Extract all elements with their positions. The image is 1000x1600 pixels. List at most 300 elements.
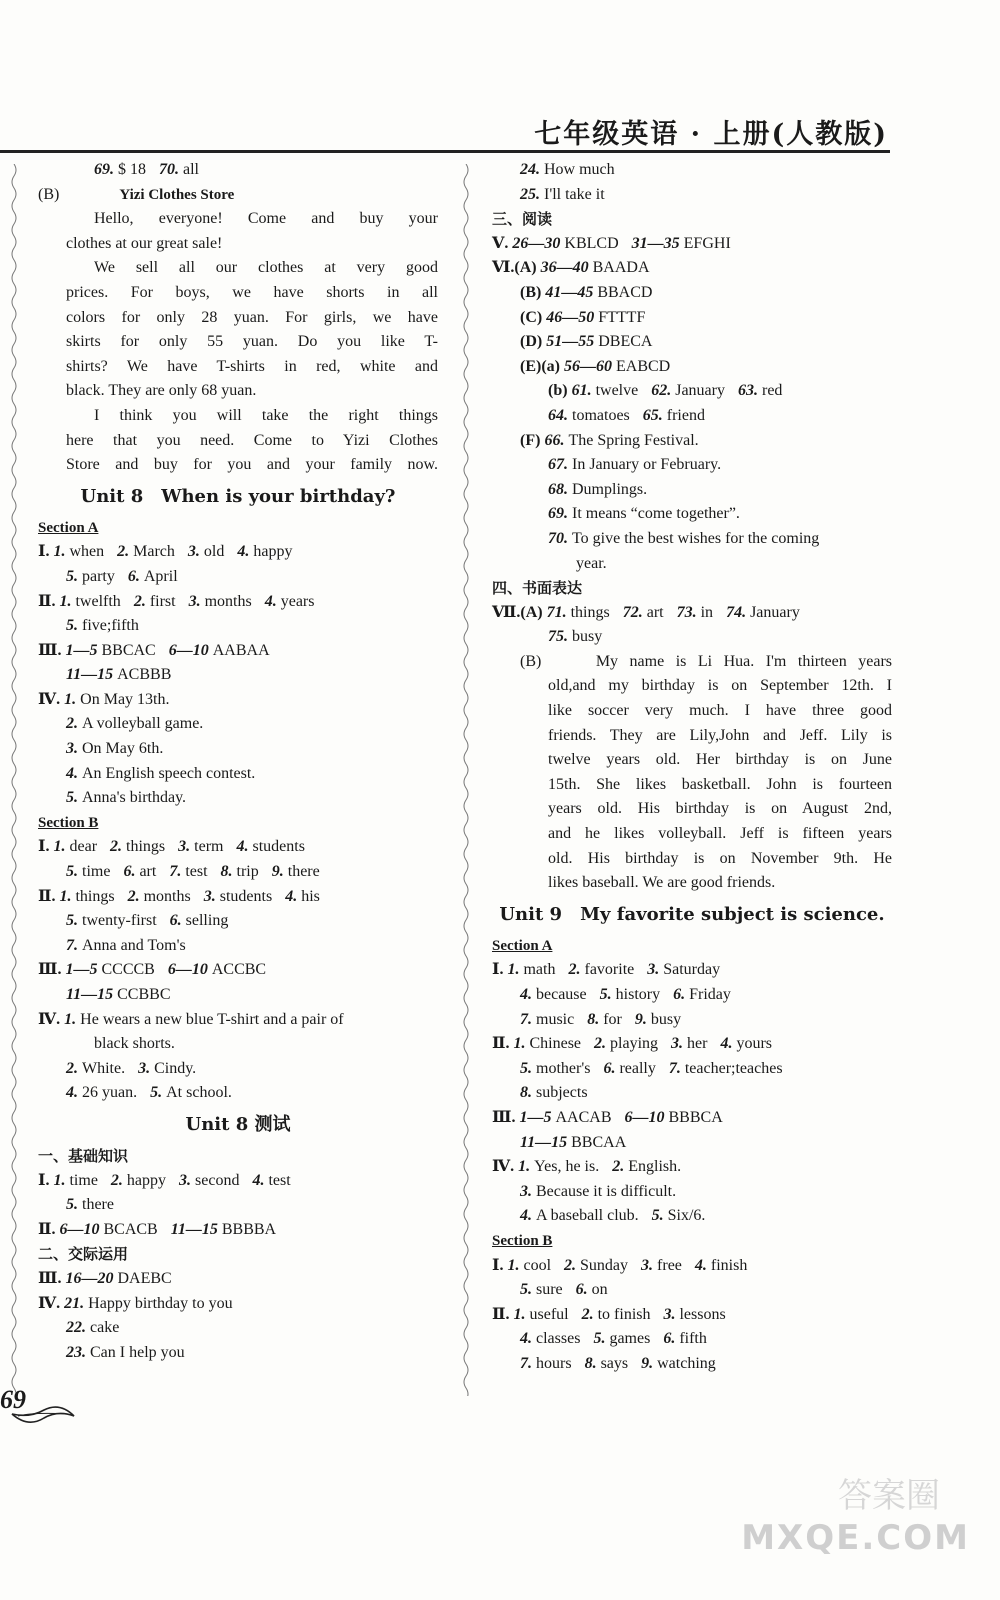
question-number: 56—60	[563, 357, 612, 375]
question-number: 25.	[520, 185, 540, 203]
question-number: 8.	[587, 1010, 600, 1028]
answer-item	[548, 407, 630, 424]
answer-item	[585, 1355, 629, 1372]
answer-item	[111, 1172, 166, 1189]
answer-text: BBBCA	[668, 1108, 723, 1126]
answer-line	[38, 1008, 438, 1033]
answer-line	[492, 232, 892, 257]
unit-heading: Unit 8 测试	[185, 1113, 291, 1135]
passage-line	[38, 306, 438, 331]
question-number: 4.	[66, 1084, 78, 1102]
answer-text: cake	[90, 1319, 120, 1337]
answer-line	[492, 478, 892, 503]
question-number: 6.	[127, 567, 140, 585]
answer-text: At school.	[166, 1084, 232, 1102]
answer-item	[641, 1257, 682, 1274]
answer-item	[513, 1306, 568, 1323]
page-number: 69	[0, 1385, 26, 1414]
answer-text: to finish	[597, 1305, 651, 1323]
answer-line	[492, 1106, 892, 1131]
passage-line	[38, 429, 438, 454]
question-group-label: (B)	[520, 283, 542, 301]
answer-text: I'll take it	[544, 185, 605, 203]
answer-line	[492, 958, 892, 983]
question-number: 6.	[169, 912, 182, 930]
question-number: 41—45	[545, 283, 594, 301]
question-number: 66.	[544, 431, 565, 449]
question-number: 11—15	[66, 986, 114, 1003]
answer-item	[548, 481, 647, 498]
answer-item	[507, 961, 555, 978]
answer-line	[38, 860, 438, 885]
question-number: 26—30	[512, 234, 561, 252]
passage-label: (B)	[38, 185, 60, 203]
passage-text: Hello, everyone! Come and buy your	[94, 210, 438, 228]
question-group-label: (b)	[548, 382, 568, 400]
answer-line	[492, 1204, 892, 1229]
question-number: 4.	[66, 764, 78, 782]
question-number: 63.	[737, 382, 758, 400]
answer-text: CCCCB	[101, 961, 155, 979]
passage-line	[38, 281, 438, 306]
question-number: 6—10	[624, 1108, 665, 1126]
section-label: Section B	[38, 814, 99, 831]
question-number: 8.	[520, 1084, 532, 1102]
answer-text: tomatoes	[572, 406, 630, 424]
answer-item	[518, 1158, 599, 1175]
answer-line	[492, 1278, 892, 1303]
answer-item	[625, 1109, 723, 1126]
question-number: 71.	[546, 603, 567, 621]
answer-text: her	[687, 1035, 708, 1053]
question-number: 68.	[548, 480, 568, 498]
answer-line	[38, 835, 438, 860]
passage-line	[38, 232, 438, 257]
answer-item	[546, 333, 652, 350]
question-number: 3.	[647, 961, 660, 979]
answer-line	[492, 256, 892, 281]
answer-line	[492, 404, 892, 429]
answer-item	[512, 235, 618, 252]
section-label: Section B	[492, 1232, 553, 1249]
passage-line	[492, 674, 892, 699]
answer-item	[587, 1011, 622, 1028]
answer-line	[38, 762, 438, 787]
question-number: 3.	[520, 1182, 532, 1200]
passage-text: likes baseball. We are good friends.	[548, 874, 776, 892]
answer-item	[519, 1109, 611, 1126]
answer-line	[38, 934, 438, 959]
answer-item	[272, 863, 320, 880]
answer-text: on	[591, 1281, 608, 1299]
question-number: 6—10	[168, 641, 209, 659]
answer-item	[544, 432, 698, 449]
question-number: 11—15	[66, 666, 114, 684]
answer-text: lessons	[679, 1305, 726, 1323]
answer-item	[65, 642, 155, 659]
question-number: 9.	[271, 863, 284, 881]
answer-item	[720, 1035, 772, 1052]
answer-text: things	[570, 603, 610, 621]
answer-text: art	[139, 863, 157, 881]
answer-text: On May 13th.	[80, 690, 170, 708]
answer-item	[593, 1330, 650, 1347]
question-group-label: Ⅰ.	[492, 961, 504, 979]
answer-text: Anna's birthday.	[82, 789, 187, 807]
answer-item	[643, 407, 705, 424]
question-group-label: Ⅴ.	[492, 234, 509, 252]
answer-item	[641, 1355, 716, 1372]
question-group-label: Ⅳ.	[38, 1294, 61, 1312]
question-group-label: Ⅱ.	[38, 592, 56, 610]
question-number: 1.	[513, 1035, 526, 1053]
answer-item	[169, 863, 207, 880]
answer-item	[128, 888, 191, 905]
answer-text: hours	[536, 1354, 572, 1372]
answer-text: term	[194, 838, 224, 856]
answer-line	[38, 1292, 438, 1317]
passage-text: skirts for only 55 yuan. Do you like T-	[66, 333, 438, 351]
part-heading: 四、书面表达	[492, 579, 583, 598]
question-number: 64.	[548, 406, 568, 424]
answer-text: EABCD	[615, 357, 671, 375]
question-number: 21.	[64, 1294, 85, 1312]
answer-item	[623, 604, 664, 621]
answer-item	[53, 838, 97, 855]
question-number: 7.	[66, 936, 78, 954]
answer-continuation: year.	[576, 554, 607, 572]
answer-item	[169, 642, 270, 659]
passage-text: old. His birthday is on November 9th. He	[548, 849, 892, 867]
answer-item	[576, 1281, 608, 1298]
answer-text: Six/6.	[667, 1207, 706, 1225]
answer-text: English.	[628, 1158, 682, 1176]
passage-line	[38, 207, 438, 232]
question-number: 1.	[53, 543, 66, 561]
question-number: 8.	[584, 1354, 597, 1372]
answer-item	[647, 961, 720, 978]
answer-line	[38, 1267, 438, 1292]
question-number: 74.	[726, 603, 747, 621]
answer-line	[492, 1180, 892, 1205]
answer-text: To give the best wishes for the coming	[572, 529, 820, 547]
answer-item	[168, 961, 266, 978]
answer-item	[726, 604, 800, 621]
answer-item	[582, 1306, 651, 1323]
question-group-label: Ⅳ.	[492, 1158, 515, 1176]
question-number: 1.	[53, 1171, 66, 1189]
answer-item	[66, 1196, 114, 1213]
question-number: 67.	[548, 456, 568, 474]
answer-text: DAEBC	[117, 1269, 172, 1287]
answer-text: KBLCD	[564, 234, 619, 252]
question-number: 6.	[575, 1281, 588, 1299]
answer-text: In January or February.	[572, 456, 722, 474]
answer-text: months	[143, 887, 191, 905]
unit-heading: Unit 9 My favorite subject is science.	[499, 903, 885, 925]
passage-line	[492, 797, 892, 822]
question-number: 75.	[548, 628, 568, 646]
answer-text: years	[280, 592, 315, 610]
answer-item	[66, 740, 163, 757]
answer-line	[492, 1155, 892, 1180]
question-number: 24.	[520, 161, 540, 178]
answer-item	[568, 961, 634, 978]
answer-line	[492, 983, 892, 1008]
answer-item	[117, 543, 175, 560]
passage-text: shirts? We have T-shirts in red, white and	[66, 357, 438, 375]
question-number: 5.	[66, 617, 78, 635]
question-number: 1.	[513, 1305, 526, 1323]
answer-item	[677, 604, 713, 621]
answer-item	[178, 838, 223, 855]
answer-text: useful	[529, 1305, 569, 1323]
answer-item	[65, 961, 154, 978]
answer-item	[520, 186, 605, 203]
answer-text: things	[75, 887, 115, 905]
answer-text: old	[203, 543, 225, 561]
question-number: 2.	[133, 592, 146, 610]
answer-item	[94, 161, 146, 178]
answer-item	[236, 838, 304, 855]
passage-line	[38, 379, 438, 404]
question-number: 2.	[581, 1305, 594, 1323]
question-number: 5.	[520, 1281, 532, 1299]
part-heading: 二、交际运用	[38, 1245, 129, 1264]
question-number: 5.	[66, 789, 78, 807]
answer-text: Anna and Tom's	[82, 936, 186, 954]
question-number: 65.	[642, 406, 663, 424]
question-number: 5.	[66, 567, 78, 585]
answer-text: Saturday	[663, 961, 721, 979]
question-number: 2.	[66, 1059, 78, 1077]
answer-item	[66, 863, 110, 880]
answer-item	[603, 1060, 655, 1077]
question-number: 1.	[59, 592, 72, 610]
question-number: 4.	[252, 1171, 265, 1189]
question-number: 51—55	[546, 333, 595, 351]
question-number: 2.	[110, 838, 123, 856]
answer-line	[38, 1218, 438, 1243]
passage-text: here that you need. Come to Yizi Clothes	[66, 431, 438, 449]
answer-line	[492, 1131, 892, 1156]
question-number: 7.	[520, 1354, 532, 1372]
answer-line	[38, 1341, 438, 1366]
answer-line	[38, 540, 438, 565]
answer-item	[171, 1221, 276, 1238]
watermark-site: MXQE.COM	[741, 1518, 970, 1558]
passage-line	[492, 724, 892, 749]
answer-text: happy	[253, 543, 293, 561]
answer-item	[66, 617, 139, 634]
answer-line	[492, 379, 892, 404]
answer-text: red	[761, 382, 783, 400]
answer-line	[492, 625, 892, 650]
question-number: 1.	[507, 961, 520, 979]
passage-text: twelve years old. Her birthday is on June	[548, 751, 892, 769]
question-number: 1—5	[519, 1108, 552, 1126]
answer-item	[546, 309, 645, 326]
answer-item	[53, 1172, 97, 1189]
passage-label: (B)	[520, 652, 596, 670]
answer-text: really	[619, 1059, 656, 1077]
answer-text: BCACB	[103, 1220, 158, 1238]
answer-line	[492, 355, 892, 380]
answer-text: students	[219, 887, 273, 905]
answer-line	[38, 158, 438, 183]
question-number: 7.	[169, 863, 182, 881]
question-number: 6.	[673, 986, 686, 1003]
question-number: 1.	[518, 1158, 531, 1176]
question-group-label: (C)	[520, 308, 543, 326]
answer-text: test	[185, 863, 208, 881]
answer-item	[110, 838, 165, 855]
answer-item	[594, 1035, 658, 1052]
answer-item	[548, 530, 819, 547]
answer-text: because	[536, 986, 587, 1003]
answer-item	[671, 1035, 707, 1052]
answer-line	[492, 601, 892, 626]
question-number: 3.	[188, 592, 201, 610]
answer-line	[492, 429, 892, 454]
left-wavy-rule	[10, 164, 18, 1396]
answer-line	[492, 1327, 892, 1352]
question-number: 1—5	[65, 641, 98, 659]
answer-item	[520, 161, 615, 178]
answer-item	[520, 1011, 574, 1028]
answer-text: fifth	[679, 1330, 707, 1348]
passage-text: black. They are only 68 yuan.	[66, 382, 257, 400]
answer-text: DBECA	[598, 333, 653, 351]
answer-line	[38, 614, 438, 639]
answer-line	[38, 983, 438, 1008]
question-number: 4.	[520, 986, 532, 1003]
answer-item	[59, 888, 114, 905]
question-number: 2.	[612, 1158, 625, 1176]
answer-item	[564, 1257, 628, 1274]
passage-text: and he likes volleyball. Jeff is fifteen years	[548, 825, 892, 843]
answer-item	[128, 568, 178, 585]
question-number: 3.	[138, 1059, 151, 1077]
question-number: 5.	[599, 986, 612, 1003]
question-number: 5.	[66, 912, 78, 930]
question-number: 4.	[520, 1330, 532, 1348]
question-number: 1.	[64, 1010, 77, 1028]
question-group-label: Ⅲ.	[38, 641, 62, 659]
passage-text: friends. They are Lily,John and Jeff. Lily is	[548, 726, 892, 744]
answer-text: BAADA	[592, 259, 650, 277]
answer-item	[612, 1158, 681, 1175]
answer-text: cool	[523, 1256, 552, 1274]
answer-text: trip	[236, 863, 259, 881]
answer-item	[252, 1172, 290, 1189]
question-number: 2.	[117, 543, 130, 561]
answer-item	[635, 1011, 681, 1028]
answer-item	[572, 382, 639, 399]
question-number: 73.	[676, 603, 697, 621]
answer-text: It means “come together”.	[572, 505, 740, 523]
answer-item	[507, 1257, 551, 1274]
question-number: 9.	[641, 1354, 654, 1372]
answer-item	[179, 1172, 239, 1189]
answer-item	[652, 1207, 706, 1224]
question-number: 5.	[66, 863, 78, 881]
part-heading: 三、阅读	[492, 210, 553, 229]
answer-text: Yes, he is.	[534, 1158, 600, 1176]
question-group-label: Ⅲ.	[38, 961, 62, 979]
question-number: 7.	[520, 1010, 532, 1028]
answer-line	[38, 590, 438, 615]
answer-text: selling	[185, 912, 229, 930]
question-number: 6.	[663, 1330, 676, 1348]
passage-line	[492, 650, 892, 675]
answer-text: Cindy.	[154, 1059, 197, 1077]
question-number: 5.	[651, 1207, 664, 1225]
answer-line	[492, 1303, 892, 1328]
question-number: 23.	[66, 1343, 86, 1361]
answer-item	[663, 1306, 725, 1323]
passage-line	[38, 453, 438, 478]
answer-text: He wears a new blue T-shirt and a pair of	[80, 1010, 344, 1028]
answer-line	[492, 158, 892, 183]
passage-line	[38, 404, 438, 429]
answer-text: How much	[544, 161, 615, 178]
answer-text: January	[675, 382, 725, 400]
answer-item	[632, 235, 731, 252]
answer-line	[38, 786, 438, 811]
question-number: 36—40	[540, 259, 589, 277]
answer-line	[38, 909, 438, 934]
answer-item	[59, 1221, 157, 1238]
left-column	[38, 158, 438, 1365]
answer-text: things	[126, 838, 166, 856]
question-number: 8.	[220, 863, 233, 881]
answer-text: favorite	[584, 961, 635, 979]
answer-item	[221, 863, 259, 880]
question-number: 3.	[663, 1305, 676, 1323]
question-number: 3.	[178, 838, 191, 856]
question-group-label: (D)	[520, 333, 543, 351]
section-label: Section A	[492, 937, 553, 954]
question-number: 9.	[634, 1010, 647, 1028]
answer-line	[492, 1081, 892, 1106]
question-number: 69.	[548, 505, 568, 523]
answer-line	[38, 1057, 438, 1082]
answer-item	[64, 691, 169, 708]
answer-line	[492, 527, 892, 552]
answer-text: busy	[650, 1010, 682, 1028]
answer-text: all	[183, 161, 199, 178]
page-header-title: 七年级英语 · 上册(人教版)	[534, 119, 888, 150]
question-number: 70.	[548, 529, 568, 547]
question-number: 5.	[150, 1084, 163, 1102]
answer-item	[564, 358, 670, 375]
passage-text: prices. For boys, we have shorts in all	[66, 283, 438, 301]
question-number: 72.	[622, 603, 643, 621]
question-number: 3.	[641, 1256, 654, 1274]
answer-line	[492, 330, 892, 355]
question-number: 3.	[187, 543, 200, 561]
answer-text: party	[82, 567, 115, 585]
question-number: 7.	[668, 1059, 681, 1077]
answer-item	[285, 888, 320, 905]
answer-text: yours	[736, 1035, 773, 1053]
answer-item	[66, 765, 255, 782]
answer-item	[65, 1270, 171, 1287]
answer-text: friend	[666, 406, 705, 424]
answer-item	[513, 1035, 581, 1052]
answer-item	[520, 1060, 590, 1077]
